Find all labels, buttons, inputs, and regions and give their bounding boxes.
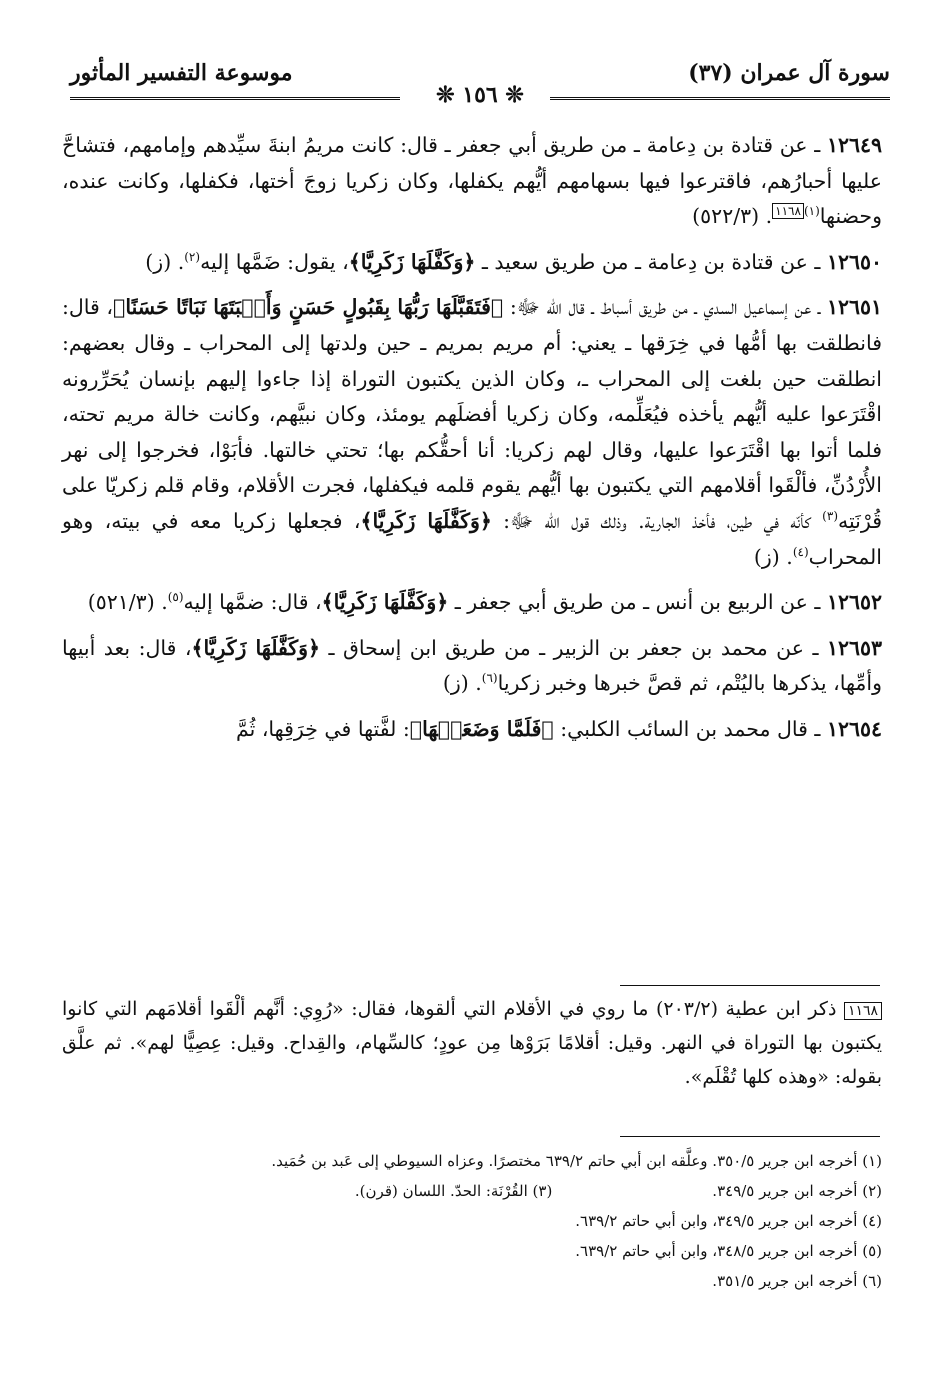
footnote-row-2-3 (62, 1176, 882, 1206)
footnote-1: (١) أخرجه ابن جرير ٣٥٠/٥. وعلَّقه ابن أبي حاتم ٦٣٩/٢ مختصرًا. وعزاه السيوطي إلى عَبد بن حُمَيد. (271, 1152, 882, 1170)
note-box-label: ١١٦٨ (844, 1002, 882, 1020)
entry-text: ـ عن إسماعيل السدي ـ من طريق أسباط ـ قال الله ﷻ: (503, 295, 827, 320)
footnote-ref[interactable]: (٣) (822, 509, 838, 524)
footnote-2: (٢) أخرجه ابن جرير ٣٤٩/٥. (712, 1182, 882, 1200)
footnote-5: (٥) أخرجه ابن جرير ٣٤٨/٥، وابن أبي حاتم ٦٣٩/٢. (575, 1242, 882, 1260)
footnote-ref[interactable]: (٥) (167, 590, 184, 605)
footnote-3: (٣) القُرْنَة: الحدّ. اللسان (قرن). (354, 1182, 553, 1200)
entry-source: . (ز) (442, 671, 482, 696)
entry-12653 (62, 631, 882, 702)
entry-12650 (62, 245, 882, 281)
entry-12649 (62, 128, 882, 235)
footnote-ref[interactable]: (٢) (184, 249, 201, 264)
footnote-6: (٦) أخرجه ابن جرير ٣٥١/٥. (712, 1272, 882, 1290)
quran-quote: ﴿فَتَقَبَّلَهَا رَبُّهَا بِقَبُولٍ حَسَنٍ وَأَنۢبَتَهَا نَبَاتًا حَسَنًا﴾ (113, 295, 504, 320)
footnote-separator (620, 1136, 880, 1137)
book-title: موسوعة التفسير المأثور (70, 60, 293, 86)
entry-text: ـ عن قتادة بن دِعامة ـ من طريق أبي جعفر ـ قال: كانت مريمُ ابنةَ سيِّدهم وإمامهم، فتشاحَّ عليها أحبارُهم، فاقترعوا فيها بسهامهم أيُّهم يكفلها، وكان زكريا زوجَ أختها، فكفلها، وكانت عنده، وحضنها (62, 133, 882, 229)
entry-number: ١٢٦٥١ (826, 295, 883, 320)
entry-text: ، قال: بعد أبيها وأمِّها، يذكرها باليُتْم، ثم قصَّ خبرها وخبر زكريا (62, 635, 882, 696)
entry-text: : لفَّتها في خِرَقِها، ثُمَّ (235, 716, 410, 741)
entry-12652 (62, 585, 882, 621)
entry-source: . (ز) (753, 544, 793, 569)
header-rule-left (70, 97, 400, 100)
entry-source: . (٥٢١/٣) (87, 590, 168, 615)
entry-number: ١٢٦٥٣ (826, 635, 883, 660)
page-header (70, 42, 890, 110)
quran-quote: ﴿وَكَفَّلَهَا زَكَرِيَّا﴾ (191, 635, 321, 660)
header-rule-right (550, 97, 890, 100)
entry-text: ـ عن الربيع بن أنس ـ من طريق أبي جعفر ـ (448, 590, 827, 615)
main-text (62, 128, 882, 758)
surah-name: سورة آل عمران (740, 60, 890, 86)
footnotes (62, 1146, 882, 1296)
entry-12651 (62, 290, 882, 575)
note-text: ذكر ابن عطية (٢٠٣/٢) ما روي في الأقلام التي ألقوها، فقال: «رُوِي: أنَّهم ألْقَوا أقلامَهم التي كانوا يكتبون بها التوراة في النهر. وقيل: أقلامًا بَرَوْها مِن عودٍ؛ كالسِّهام، والقِداح. وقيل: عِصِيًّا لهم». ثم علَّق بقوله: «وهذه كلها تُقْلَم». (62, 998, 882, 1088)
surah-number: (٣٧) (688, 60, 733, 86)
quran-quote: ﴿وَكَفَّلَهَا زَكَرِيَّا﴾ (321, 590, 449, 615)
entry-text: ـ قال محمد بن السائب الكلبي: (553, 716, 827, 741)
entry-text: ـ عن محمد بن جعفر بن الزبير ـ من طريق ابن إسحاق ـ (320, 635, 827, 660)
entry-number: ١٢٦٤٩ (826, 133, 882, 157)
note-box-ref[interactable]: ١١٦٨ (772, 203, 804, 219)
entry-source: . (٥٢٢/٣) (692, 204, 773, 229)
note-separator (620, 985, 880, 986)
footnote-ref[interactable]: (٤) (792, 544, 809, 559)
entry-text: ـ عن قتادة بن دِعامة ـ من طريق سعيد ـ (475, 249, 827, 274)
scholarly-note (62, 992, 882, 1094)
entry-number: ١٢٦٥٤ (826, 716, 882, 741)
page-number: ❊ ١٥٦ ❊ (436, 82, 524, 108)
footnote-ref[interactable]: (١) (803, 204, 820, 219)
footnote-ref[interactable]: (٦) (481, 671, 498, 686)
entry-text: ، قال: ضمَّها إليه (183, 590, 322, 615)
entry-12654 (62, 712, 882, 748)
entry-number: ١٢٦٥٠ (826, 249, 882, 274)
footnote-4: (٤) أخرجه ابن جرير ٣٤٩/٥، وابن أبي حاتم ٦٣٩/٢. (575, 1212, 882, 1230)
quran-quote: ﴿وَكَفَّلَهَا زَكَرِيَّا﴾ (348, 249, 476, 274)
entry-number: ١٢٦٥٢ (826, 590, 882, 615)
entry-text: كأنّه في طين، فأخذ الجارية. وذلك قول الله ﷻ: (491, 508, 823, 533)
entry-text: ، قال: فانطلقت بها أمُّها في خِرَقها ـ يعني: أم مريم بمريم ـ حين ولدتها إلى المحراب ـ وقال بعضهم: انطلقت حين بلغت إلى المحراب ـ، وكان الذين يكتبون التوراة إذا جاءوا إليهم بإنسان يُحَرِّرونه اقْتَرَعوا عليه أيُّهم يأخذه فيُعَلِّمه، وكان زكريا أفضلَهم يومئذ، وكان نبيَّهم، وكانت خالة مريم تحته، فلما أتوا بها اقْتَرَعوا عليها، وقال لهم زكريا: أنا أحقُّكم بها؛ تحتي خالتها. فأبَوْا، فخرجوا إلى نهر الأُرْدُنِّ، فألْقَوا أقلامهم التي يكتبون بها أيُّهم يقوم قلمه فيكفلها، فجرت الأقلام، وقام قلم زكريّا على قُرْنَتِه (62, 295, 882, 533)
surah-title (688, 60, 890, 86)
entry-text: ، فجعلها زكريا معه في بيته، وهو المحراب (62, 508, 882, 569)
entry-text: ، يقول: ضَمَّها إليه (200, 249, 349, 274)
entry-source: . (ز) (145, 249, 185, 274)
quran-quote: ﴿فَلَمَّا وَضَعَتۡهَا﴾ (409, 716, 554, 741)
quran-quote: ﴿وَكَفَّلَهَا زَكَرِيَّا﴾ (360, 508, 492, 533)
